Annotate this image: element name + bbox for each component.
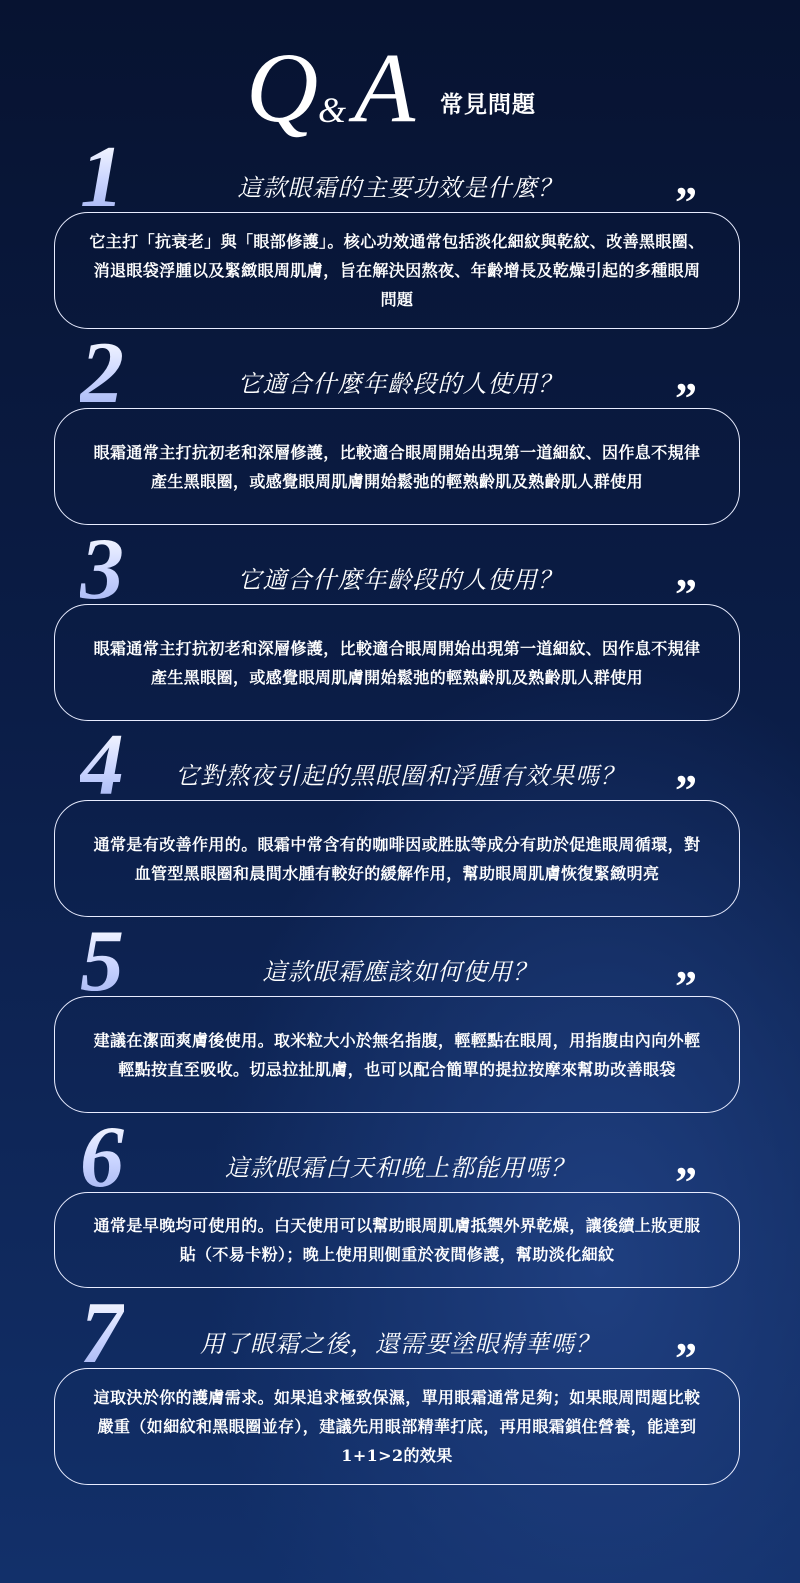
qa-logo-ampersand: & bbox=[318, 90, 347, 130]
faq-number: 5 bbox=[80, 913, 124, 1010]
quote-icon: ” bbox=[675, 570, 697, 619]
faq-question: 這款眼霜應該如何使用？ bbox=[262, 958, 538, 986]
faq-number: 2 bbox=[80, 325, 124, 422]
quote-icon: ” bbox=[675, 178, 697, 227]
quote-icon: ” bbox=[675, 962, 697, 1011]
faq-question: 它對熬夜引起的黑眼圈和浮腫有效果嗎？ bbox=[175, 762, 625, 790]
faq-item-2 bbox=[0, 325, 800, 526]
faq-answer: 眼霜通常主打抗初老和深層修護，比較適合眼周開始出現第一道細紋、因作息不規律產生黑眼圈，或感覺眼周肌膚開始鬆弛的輕熟齡肌及熟齡肌人群使用 bbox=[93, 638, 701, 687]
faq-item-3 bbox=[0, 521, 800, 722]
faq-answer: 通常是早晚均可使用的。白天使用可以幫助眼周肌膚抵禦外界乾燥，讓後續上妝更服貼（不易卡粉）；晚上使用則側重於夜間修護，幫助淡化細紋 bbox=[93, 1216, 701, 1264]
faq-item-7 bbox=[0, 1285, 800, 1486]
quote-icon: ” bbox=[675, 374, 697, 423]
quote-icon: ” bbox=[675, 1334, 697, 1383]
qa-logo-a: A bbox=[354, 32, 416, 143]
page-subtitle: 常見問題 bbox=[440, 92, 536, 118]
faq-answer: 它主打「抗衰老」與「眼部修護」。核心功效通常包括淡化細紋與乾紋、改善黑眼圈、消退眼袋浮腫以及緊緻眼周肌膚，旨在解決因熬夜、年齡增長及乾燥引起的多種眼周問題 bbox=[89, 232, 705, 309]
faq-number: 6 bbox=[80, 1109, 124, 1206]
faq-question: 這款眼霜的主要功效是什麼？ bbox=[237, 174, 563, 202]
quote-icon: ” bbox=[675, 766, 697, 815]
faq-number: 3 bbox=[80, 521, 124, 618]
faq-number: 7 bbox=[80, 1285, 124, 1382]
faq-item-5 bbox=[0, 913, 800, 1114]
faq-item-6 bbox=[0, 1109, 800, 1310]
quote-icon: ” bbox=[675, 1158, 697, 1207]
faq-item-4 bbox=[0, 717, 800, 918]
faq-number: 1 bbox=[80, 129, 124, 226]
faq-question: 用了眼霜之後，還需要塗眼精華嗎？ bbox=[200, 1330, 600, 1358]
faq-answer: 建議在潔面爽膚後使用。取米粒大小於無名指腹，輕輕點在眼周，用指腹由內向外輕輕點按直至吸收。切忌拉扯肌膚，也可以配合簡單的提拉按摩來幫助改善眼袋 bbox=[93, 1030, 701, 1079]
faq-question: 它適合什麼年齡段的人使用？ bbox=[237, 566, 563, 594]
faq-answer: 這取決於你的護膚需求。如果追求極致保濕，單用眼霜通常足夠；如果眼周問題比較嚴重（如細紋和黑眼圈並存），建議先用眼部精華打底，再用眼霜鎖住營養，能達到1+1>2的效果 bbox=[93, 1388, 701, 1465]
qa-header bbox=[0, 0, 800, 143]
faq-number: 4 bbox=[80, 717, 124, 814]
faq-item-1 bbox=[0, 129, 800, 330]
faq-question: 這款眼霜白天和晚上都能用嗎？ bbox=[225, 1154, 575, 1182]
qa-logo-q: Q bbox=[246, 32, 319, 143]
faq-answer: 通常是有改善作用的。眼霜中常含有的咖啡因或胜肽等成分有助於促進眼周循環，對血管型黑眼圈和晨間水腫有較好的緩解作用，幫助眼周肌膚恢復緊緻明亮 bbox=[93, 834, 701, 883]
faq-answer: 眼霜通常主打抗初老和深層修護，比較適合眼周開始出現第一道細紋、因作息不規律產生黑眼圈，或感覺眼周肌膚開始鬆弛的輕熟齡肌及熟齡肌人群使用 bbox=[93, 442, 701, 491]
faq-question: 它適合什麼年齡段的人使用？ bbox=[237, 370, 563, 398]
